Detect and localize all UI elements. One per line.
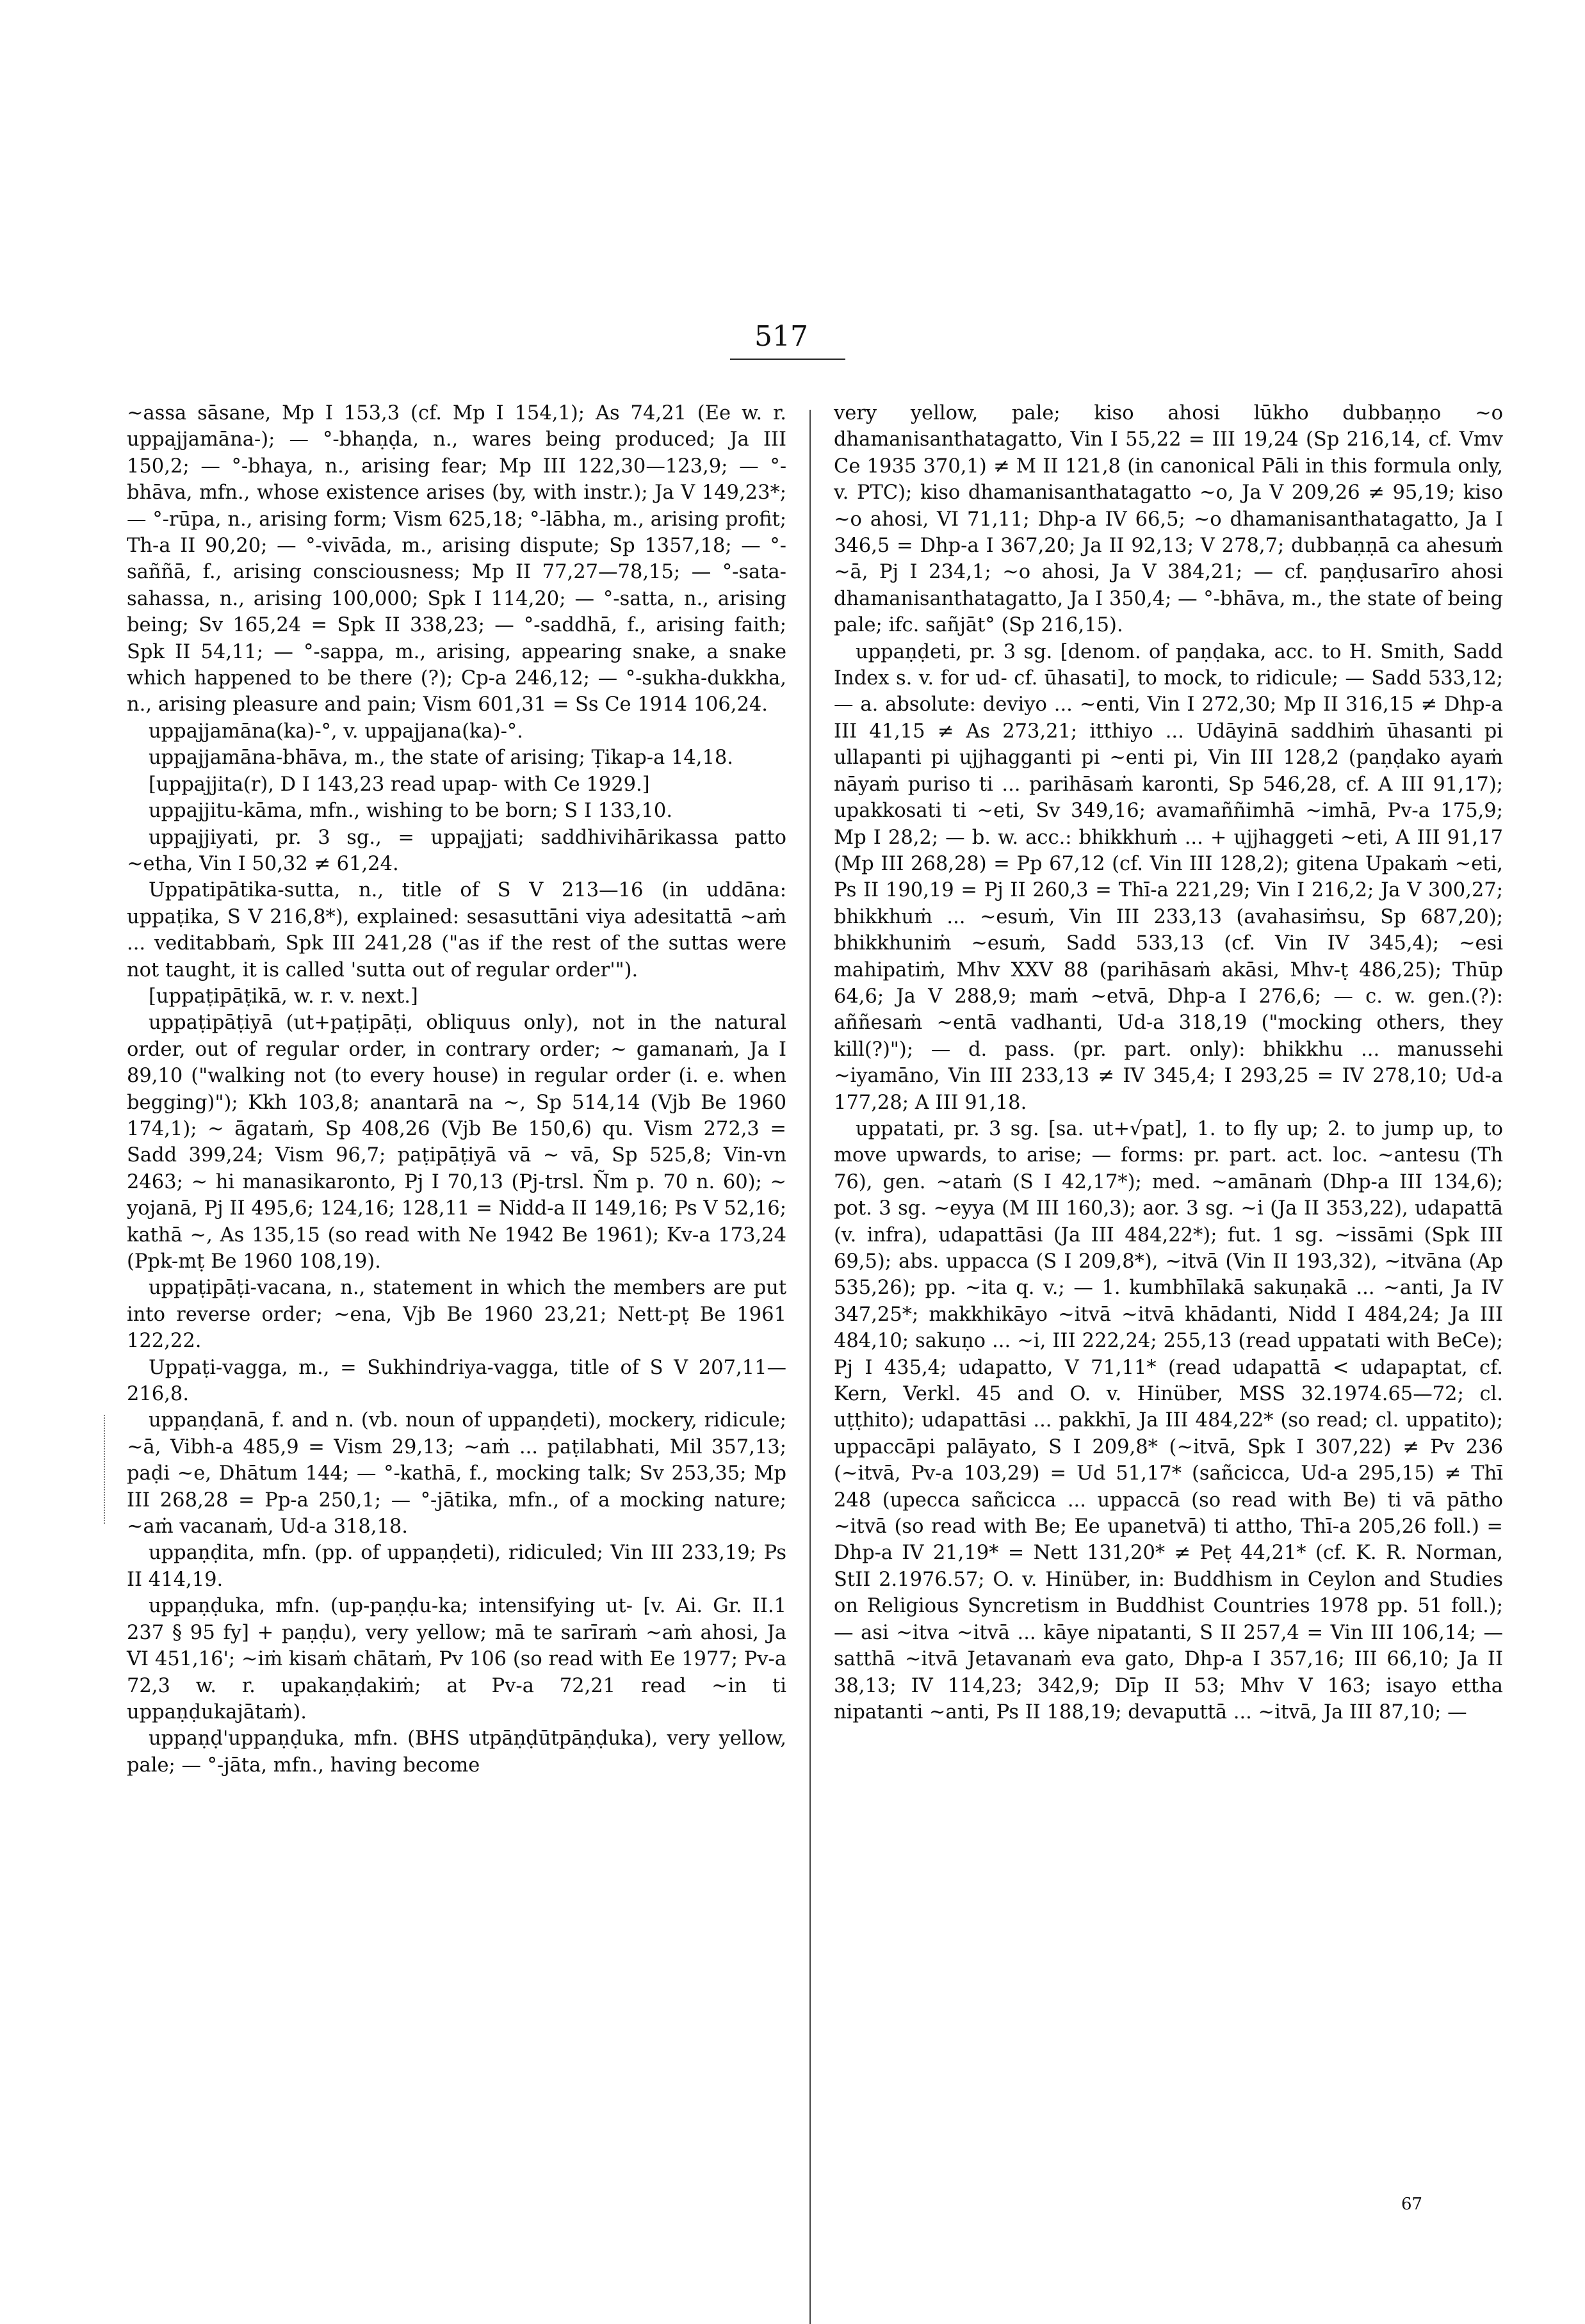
dictionary-entry: uppaṭipāṭiyā (ut+paṭipāṭi, obliquus only), not in the natural order, out of regular order, in contrary order; ~ gamanaṁ, Ja I 89,10 ("walking not (to every house) in regular order (i. e. when begging)"); Kkh 103,8; anantarā na ~, Sp 514,14 (Vjb Be 1960 174,1); ~ āgataṁ, Sp 408,26 (Vjb Be 150,6) qu. Vism 272,3 = Sadd 399,24; Vism 96,7; paṭipāṭiyā vā ~ vā, Sp 525,8; Vin-vn 2463; ~ hi manasikaronto, Pj I 70,13 (Pj-trsl. Ñm p. 70 n. 60); ~ yojanā, Pj II 495,6; 124,16; 128,11 = Nidd-a II 149,16; Ps V 52,16; kathā ~, As 135,15 (so read with Ne 1942 Be 1961); Kv-a 173,24 (Ppk-mṭ Be 1960 108,19). [127, 1012, 786, 1273]
dictionary-entry: uppaṇḍeti, pr. 3 sg. [denom. of paṇḍaka, acc. to H. Smith, Sadd Index s. v. for ud- cf. ūhasati], to mock, to ridicule; — Sadd 533,12; — a. absolute: deviyo ... ~enti, Vin I 272,30; Mp II 316,15 ≠ Dhp-a III 41,15 ≠ As 273,21; itthiyo ... Udāyinā saddhiṁ ūhasanti pi ullapanti pi ujjhagganti pi ~enti pi, Vin III 128,2 (paṇḍako ayaṁ nāyaṁ puriso ti ... parihāsaṁ karonti, Sp 546,28, cf. A III 91,17); upakkosati ti ~eti, Sv 349,16; avamaññimhā ~imhā, Pv-a 175,9; Mp I 28,2; — b. w. acc.: bhikkhuṁ ... + ujjhaggeti ~eti, A III 91,17 (Mp III 268,28) = Pp 67,12 (cf. Vin III 128,2); gitena Upakaṁ ~eti, Ps II 190,19 = Pj II 260,3 = Thī-a 221,29; Vin I 216,2; Ja V 300,27; bhikkhuṁ ... ~esuṁ, Vin III 233,13 (avahasiṁsu, Sp 687,20); bhikkhuniṁ ~esuṁ, Sadd 533,13 (cf. Vin IV 345,4); ~esi mahipatiṁ, Mhv XXV 88 (parihāsaṁ akāsi, Mhv-ṭ 486,25); Thūp 64,6; Ja V 288,9; maṁ ~etvā, Dhp-a I 276,6; — c. w. gen.(?): aññesaṁ ~entā vadhanti, Ud-a 318,19 ("mocking others, they kill(?)"); — d. pass. (pr. part. only): bhikkhu ... manussehi ~iyamāno, Vin III 233,13 ≠ IV 345,4; I 293,25 = IV 278,10; Ud-a 177,28; A III 91,18. [834, 640, 1503, 1114]
dictionary-entry: uppajjamāna(ka)-°, v. uppajjana(ka)-°. [149, 720, 523, 743]
dictionary-entry: uppajjamāna-bhāva, m., the state of arising; Ṭikap-a 14,18. [149, 746, 734, 770]
dictionary-entry: [uppajjita(r), D I 143,23 read upap- with Ce 1929.] [149, 773, 650, 796]
dictionary-entry: uppaṇḍanā, f. and n. (vb. noun of uppaṇḍeti), mockery, ridicule; ~ā, Vibh-a 485,9 = Vism 29,13; ~aṁ ... paṭilabhati, Mil 357,13; paḍi ~e, Dhātum 144; — °-kathā, f., mocking talk; Sv 253,35; Mp III 268,28 = Pp-a 250,1; — °-jātika, mfn., of a mocking nature; ~aṁ vacanaṁ, Ud-a 318,18. [127, 1409, 786, 1538]
signature-number: 67 [1401, 2195, 1423, 2214]
page-number-rule [730, 359, 845, 360]
right-column [834, 400, 1503, 1725]
dictionary-entry: uppaṭipāṭi-vacana, n., statement in which the members are put into reverse order; ~ena, Vjb Be 1960 23,21; Nett-pṭ Be 1961 122,22. [127, 1277, 786, 1353]
dictionary-entry: uppaṇḍita, mfn. (pp. of uppaṇḍeti), ridiculed; Vin III 233,19; Ps II 414,19. [127, 1542, 786, 1591]
dictionary-entry: [uppaṭipāṭikā, w. r. v. next.] [149, 985, 418, 1008]
page-number: 517 [754, 320, 808, 353]
dictionary-entry: uppajjitu-kāma, mfn., wishing to be born; S I 133,10. [149, 800, 673, 823]
dictionary-entry: ~assa sāsane, Mp I 153,3 (cf. Mp I 154,1); As 74,21 (Ee w. r. uppajjamāna-); — °-bhaṇḍa, n., wares being produced; Ja III 150,2; — °-bhaya, n., arising fear; Mp III 122,30—123,9; — °-bhāva, mfn., whose existence arises (by, with instr.); Ja V 149,23*; — °-rūpa, n., arising form; Vism 625,18; °-lābha, m., arising profit; Th-a II 90,20; — °-vivāda, m., arising dispute; Sp 1357,18; — °-saññā, f., arising consciousness; Mp II 77,27—78,15; — °-sata-sahassa, n., arising 100,000; Spk I 114,20; — °-satta, n., arising being; Sv 165,24 = Spk II 338,23; — °-saddhā, f., arising faith; Spk II 54,11; — °-sappa, m., arising, appearing snake, a snake which happened to be there (?); Cp-a 246,12; — °-sukha-dukkha, n., arising pleasure and pain; Vism 601,31 = Ss Ce 1914 106,24. [127, 402, 786, 716]
dictionary-entry: very yellow, pale; kiso ahosi lūkho dubbaṇṇo ~o dhamanisanthatagatto, Vin I 55,22 = III 19,24 (Sp 216,14, cf. Vmv Ce 1935 370,1) ≠ M II 121,8 (in canonical Pāli in this formula only, v. PTC); kiso dhamanisanthatagatto ~o, Ja V 209,26 ≠ 95,19; kiso ~o ahosi, VI 71,11; Dhp-a IV 66,5; ~o dhamanisanthatagatto, Ja I 346,5 = Dhp-a I 367,20; Ja II 92,13; V 278,7; dubbaṇṇā ca ahesuṁ ~ā, Pj I 234,1; ~o ahosi, Ja V 384,21; — cf. paṇḍusarīro ahosi dhamanisanthatagatto, Ja I 350,4; — °-bhāva, m., the state of being pale; ifc. sañjāt° (Sp 216,15). [834, 402, 1503, 637]
dictionary-entry: uppatati, pr. 3 sg. [sa. ut+√pat], 1. to fly up; 2. to jump up, to move upwards, to arise; — forms: pr. part. act. loc. ~antesu (Th 76), gen. ~ataṁ (S I 42,17*); med. ~amānaṁ (Dhp-a III 134,6); pot. 3 sg. ~eyya (M III 160,3); aor. 3 sg. ~i (Ja II 353,22), udapattā (v. infra), udapattāsi (Ja III 484,22*); fut. 1 sg. ~issāmi (Spk III 69,5); abs. uppacca (S I 209,8*), ~itvā (Vin II 193,32), ~itvāna (Ap 535,26); pp. ~ita q. v.; — 1. kumbhīlakā sakuṇakā ... ~anti, Ja IV 347,25*; makkhikāyo ~itvā ~itvā khādanti, Nidd I 484,24; Ja III 484,10; sakuṇo ... ~i, III 222,24; 255,13 (read uppatati with BeCe); Pj I 435,4; udapatto, V 71,11* (read udapattā < udapaptat, cf. Kern, Verkl. 45 and O. v. Hinüber, MSS 32.1974.65—72; cl. uṭṭhito); udapattāsi ... pakkhī, Ja III 484,22* (so read; cl. uppatito); uppaccāpi palāyato, S I 209,8* (~itvā, Spk I 307,22) ≠ Pv 236 (~itvā, Pv-a 103,29) = Ud 51,17* (sañcicca, Ud-a 295,15) ≠ Thī 248 (upecca sañcicca ... uppaccā (so read with Be) ti vā pātho ~itvā (so read with Be; Ee upanetvā) ti attho, Thī-a 205,26 foll.) = Dhp-a IV 21,19* = Nett 131,20* ≠ Peṭ 44,21* (cf. K. R. Norman, StII 2.1976.57; O. v. Hinüber, in: Buddhism in Ceylon and Studies on Religious Syncretism in Buddhist Countries 1978 pp. 51 foll.); — asi ~itva ~itvā ... kāye nipatanti, S II 257,4 = Vin III 106,14; — satthā ~itvā Jetavanaṁ eva gato, Dhp-a I 357,16; III 66,10; Ja II 38,13; IV 114,23; 342,9; Dīp II 53; Mhv V 163; isayo ettha nipatanti ~anti, Ps II 188,19; devaputtā ... ~itvā, Ja III 87,10; — [834, 1117, 1503, 1723]
dictionary-entry: Uppaṭi-vagga, m., = Sukhindriya-vagga, title of S V 207,11—216,8. [127, 1356, 786, 1406]
dictionary-entry: Uppatipātika-sutta, n., title of S V 213—16 (in uddāna: uppaṭika, S V 216,8*), explained: sesasuttāni viya adesitattā ~aṁ ... veditabbaṁ, Spk III 241,28 ("as if the rest of the suttas were not taught, it is called 'sutta out of regular order'"). [127, 879, 786, 981]
dictionary-entry: uppaṇḍ'uppaṇḍuka, mfn. (BHS utpāṇḍūtpāṇḍuka), very yellow, pale; — °-jāta, mfn., having become [127, 1727, 786, 1777]
margin-mark [104, 1415, 106, 1524]
left-column [127, 400, 786, 1779]
dictionary-entry: uppaṇḍuka, mfn. (up-paṇḍu-ka; intensifying ut- [v. Ai. Gr. II.1 237 § 95 fy] + paṇḍu), very yellow; mā te sarīraṁ ~aṁ ahosi, Ja VI 451,16'; ~iṁ kisaṁ chātaṁ, Pv 106 (so read with Ee 1977; Pv-a 72,3 w. r. upakaṇḍakiṁ; at Pv-a 72,21 read ~in ti uppaṇḍukajātaṁ). [127, 1595, 786, 1723]
column-divider [809, 410, 811, 2324]
dictionary-entry: uppajjiyati, pr. 3 sg., = uppajjati; saddhivihārikassa patto ~etha, Vin I 50,32 ≠ 61,24. [127, 826, 786, 875]
